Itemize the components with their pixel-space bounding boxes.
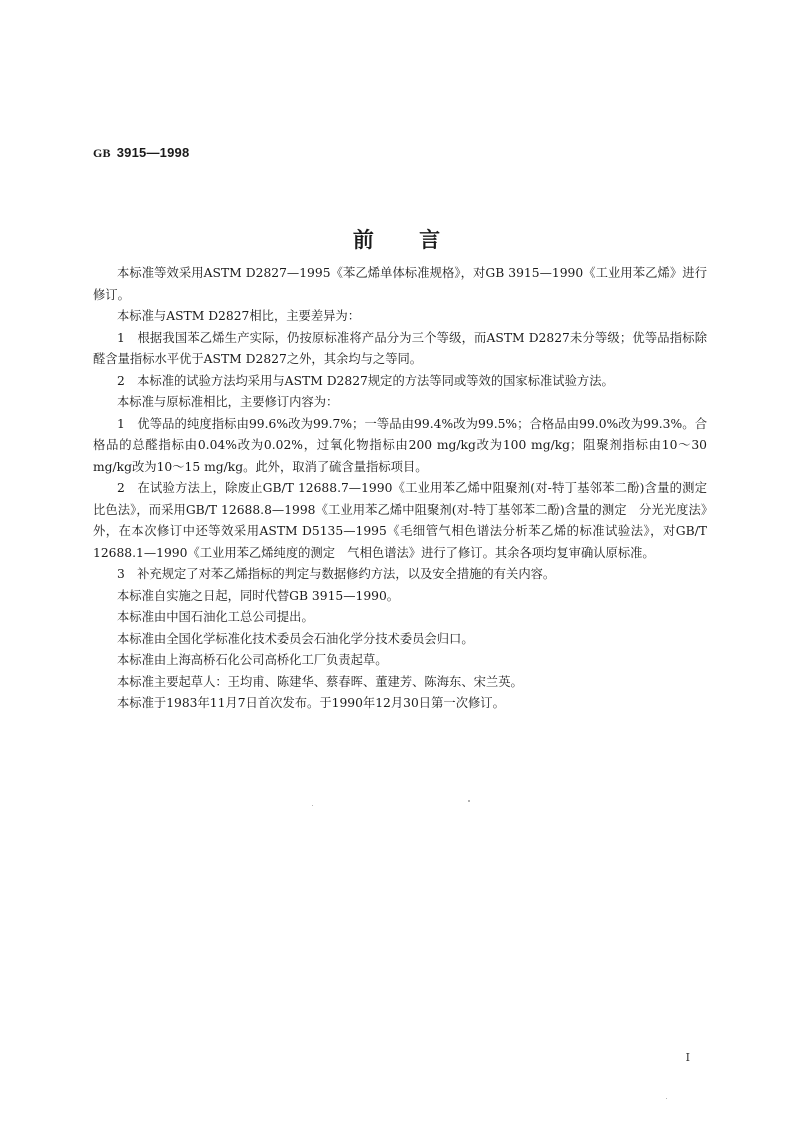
foreword-body [93, 263, 720, 715]
paragraph-adoption: 本标准等效采用ASTM D2827—1995《苯乙烯单体标准规格》，对GB 3915—1990《工业用苯乙烯》进行修订。 [93, 266, 707, 302]
paragraph-differences-intro: 本标准与ASTM D2827相比，主要差异为： [117, 309, 361, 323]
paragraph-replaces: 本标准自实施之日起，同时代替GB 3915—1990。 [117, 588, 400, 603]
paragraph-centralized-by: 本标准由全国化学标准化技术委员会石油化学分技术委员会归口。 [117, 631, 474, 646]
paragraph-history: 本标准于1983年11月7日首次发布。于1990年12月30日第一次修订。 [117, 696, 505, 710]
paragraph-revision-3: 3 补充规定了对苯乙烯指标的判定与数据修约方法，以及安全措施的有关内容。 [117, 567, 556, 581]
page-title: 前 言 [352, 228, 442, 252]
paragraph-revision-2: 2 在试验方法上，除废止GB/T 12688.7—1990《工业用苯乙烯中阻聚剂(对-特丁基邻苯二酚)含量的测定 比色法》，而采用GB/T 12688.8—1998《工业用苯乙烯中阻聚剂(对-特丁基邻苯二酚)含量的测定 分光光度法》外，在本次修订中还等效采用ASTM D5135—1995《毛细管气相色谱法分析苯乙烯的标准试验法》，对GB/T 12688.1—1990《工业用苯乙烯纯度的测定 气相色谱法》进行了修订。其余各项均复审确认原标准。 [93, 481, 720, 560]
gb-label: GB [93, 146, 111, 160]
standard-number: 3915—1998 [116, 145, 190, 160]
paragraph-revisions-intro: 本标准与原标准相比，主要修订内容为： [117, 395, 339, 409]
paragraph-difference-1: 1 根据我国苯乙烯生产实际，仍按原标准将产品分为三个等级，而ASTM D2827未分等级；优等品指标除醛含量指标水平优于ASTM D2827之外，其余均与之等同。 [93, 330, 707, 366]
scan-speck [468, 800, 470, 802]
scan-speck [666, 1098, 667, 1099]
paragraph-difference-2: 2 本标准的试验方法均采用与ASTM D2827规定的方法等同或等效的国家标准试验方法。 [117, 373, 614, 388]
paragraph-proposed-by: 本标准由中国石油化工总公司提出。 [117, 610, 314, 624]
scan-speck [312, 805, 313, 806]
paragraph-revision-1: 1 优等品的纯度指标由99.6%改为99.7%；一等品由99.4%改为99.5%；合格品由99.0%改为99.3%。合格品的总醛指标由0.04%改为0.02%，过氧化物指标由200 mg/kg改为100 mg/kg；阻聚剂指标由10～30 mg/kg改为10～15 mg/kg。此外，取消了硫含量指标项目。 [93, 416, 707, 474]
page-number: I [685, 1051, 690, 1064]
standard-code [93, 145, 189, 161]
paragraph-drafters: 本标准主要起草人：王均甫、陈建华、蔡春晖、董建芳、陈海东、宋兰英。 [117, 674, 523, 689]
paragraph-drafted-by: 本标准由上海高桥石化公司高桥化工厂负责起草。 [117, 653, 388, 667]
